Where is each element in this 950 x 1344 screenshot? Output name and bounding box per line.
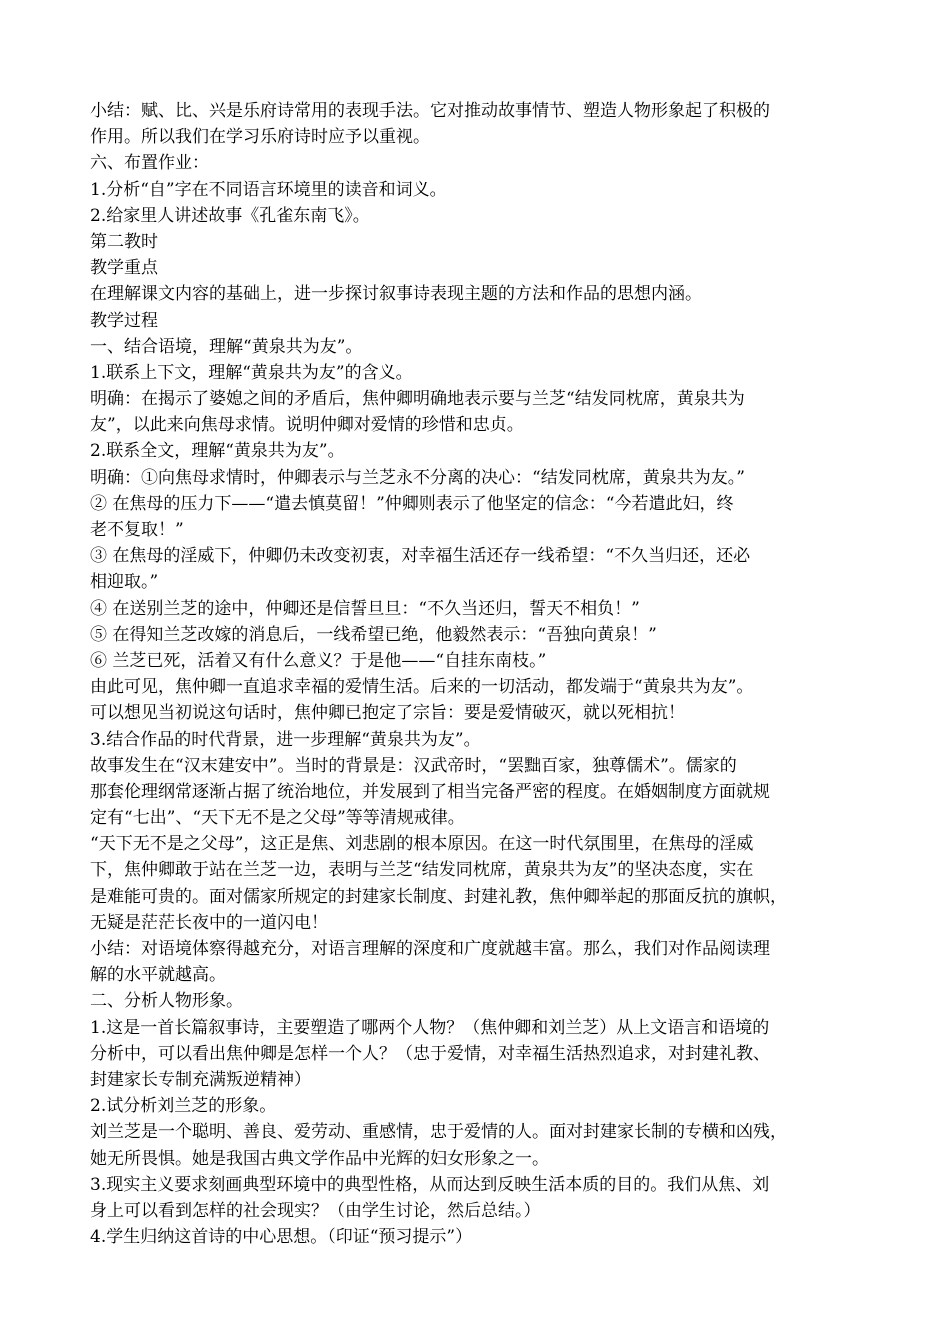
- text-line: “天下无不是之父母”，这正是焦、刘悲剧的根本原因。在这一时代氛围里，在焦母的淫威: [90, 834, 754, 855]
- text-line: ④ 在送别兰芝的途中，仲卿还是信誓旦旦：“不久当还归，誓天不相负！”: [90, 598, 640, 619]
- text-line: 故事发生在“汉末建安中”。当时的背景是：汉武帝时，“罢黜百家，独尊儒术”。儒家的: [90, 755, 737, 776]
- text-line: 作用。所以我们在学习乐府诗时应予以重视。: [90, 127, 430, 148]
- text-line: 刘兰芝是一个聪明、善良、爱劳动、重感情，忠于爱情的人。面对封建家长制的专横和凶残，: [90, 1122, 787, 1143]
- text-line: 在理解课文内容的基础上，进一步探讨叙事诗表现主题的方法和作品的思想内涵。: [90, 284, 702, 305]
- list-item: 3.结合作品的时代背景，进一步理解“黄泉共为友”。: [90, 729, 481, 750]
- text-line: 友”，以此来向焦母求情。说明仲卿对爱情的珍惜和忠贞。: [90, 415, 524, 436]
- text-line: 明确：在揭示了婆媳之间的矛盾后，焦仲卿明确地表示要与兰芝“结发同枕席，黄泉共为: [90, 389, 745, 410]
- section-heading: 六、布置作业：: [90, 153, 209, 174]
- text-line: 身上可以看到怎样的社会现实？（由学生讨论，然后总结。）: [90, 1200, 541, 1221]
- text-line: ⑤ 在得知兰芝改嫁的消息后，一线希望已绝，他毅然表示：“吾独向黄泉！”: [90, 624, 657, 645]
- text-line: 定有“七出”、“天下无不是之父母”等等清规戒律。: [90, 808, 465, 829]
- text-line: 是难能可贵的。面对儒家所规定的封建家长制度、封建礼教，焦仲卿举起的那面反抗的旗帜，: [90, 886, 787, 907]
- text-line: 无疑是茫茫长夜中的一道闪电！: [90, 912, 328, 933]
- section-heading: 教学过程: [90, 310, 158, 331]
- text-line: 封建家长专制充满叛逆精神）: [90, 1069, 311, 1090]
- list-item: 2.联系全文，理解“黄泉共为友”。: [90, 441, 345, 462]
- text-line: 明确：①向焦母求情时，仲卿表示与兰芝永不分离的决心：“结发同枕席，黄泉共为友。”: [90, 467, 745, 488]
- list-item: 2.给家里人讲述故事《孔雀东南飞》。: [90, 205, 370, 226]
- text-line: 她无所畏惧。她是我国古典文学作品中光辉的妇女形象之一。: [90, 1148, 549, 1169]
- text-line: 小结：赋、比、兴是乐府诗常用的表现手法。它对推动故事情节、塑造人物形象起了积极的: [90, 101, 770, 121]
- document-page: [90, 98, 870, 1250]
- section-heading: 一、结合语境，理解“黄泉共为友”。: [90, 336, 363, 357]
- section-heading: 二、分析人物形象。: [90, 991, 243, 1012]
- list-item: 2.试分析刘兰芝的形象。: [90, 1096, 277, 1117]
- list-item: 3.现实主义要求刻画典型环境中的典型性格，从而达到反映生活本质的目的。我们从焦、刘: [90, 1174, 770, 1195]
- text-line: 那套伦理纲常逐渐占据了统治地位，并发展到了相当完备严密的程度。在婚姻制度方面就规: [90, 781, 770, 802]
- list-item: 1.联系上下文，理解“黄泉共为友”的含义。: [90, 362, 413, 383]
- text-line: ⑥ 兰芝已死，活着又有什么意义？于是他——“自挂东南枝。”: [90, 650, 547, 671]
- list-item: 1.这是一首长篇叙事诗，主要塑造了哪两个人物？（焦仲卿和刘兰芝）从上文语言和语境的: [90, 1017, 770, 1038]
- list-item: 4.学生归纳这首诗的中心思想。（印证“预习提示”）: [90, 1227, 473, 1248]
- list-item: 1.分析“自”字在不同语言环境里的读音和词义。: [90, 179, 447, 200]
- section-heading: 第二教时: [90, 231, 158, 252]
- text-line: 老不复取！”: [90, 520, 184, 540]
- section-heading: 教学重点: [90, 258, 158, 279]
- text-line: ② 在焦母的压力下——“遣去慎莫留！”仲卿则表示了他坚定的信念：“今若遣此妇，终: [90, 493, 734, 514]
- text-line: 小结：对语境体察得越充分，对语言理解的深度和广度就越丰富。那么，我们对作品阅读理: [90, 939, 770, 959]
- text-line: 相迎取。”: [90, 572, 159, 593]
- text-line: ③ 在焦母的淫威下，仲卿仍未改变初衷，对幸福生活还存一线希望：“不久当归还，还必: [90, 546, 751, 567]
- text-line: 由此可见，焦仲卿一直追求幸福的爱情生活。后来的一切活动，都发端于“黄泉共为友”。: [90, 677, 754, 698]
- text-line: 分析中，可以看出焦仲卿是怎样一个人？（忠于爱情，对幸福生活热烈追求，对封建礼教、: [90, 1043, 770, 1064]
- text-line: 可以想见当初说这句话时，焦仲卿已抱定了宗旨：要是爱情破灭，就以死相抗！: [90, 703, 685, 724]
- text-line: 下，焦仲卿敢于站在兰芝一边，表明与兰芝“结发同枕席，黄泉共为友”的坚决态度，实在: [90, 860, 754, 881]
- text-line: 解的水平就越高。: [90, 965, 226, 986]
